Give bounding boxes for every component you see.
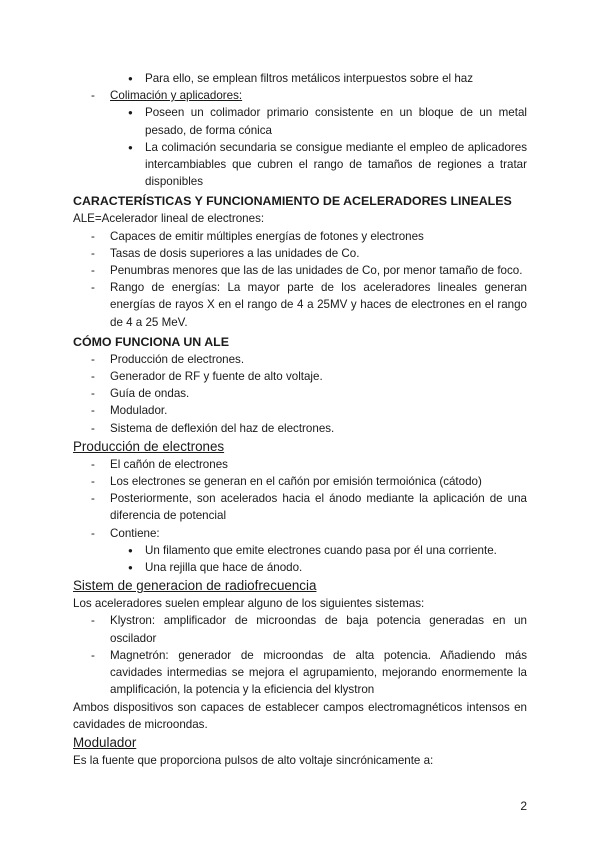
list-item [73,87,527,104]
list-item: - Contiene: [73,525,527,542]
list-item: - Penumbras menores que las de las unidades de Co, por menor tamaño de foco. [73,262,527,279]
list-item: ● Un filamento que emite electrones cuando pasa por él una corriente. [73,542,527,559]
subsection-heading: Producción de electrones [73,438,225,454]
document-page [73,70,527,769]
paragraph: Es la fuente que proporciona pulsos de alto voltaje sincrónicamente a: [73,753,434,767]
list-item: - Capaces de emitir múltiples energías de fotones y electrones [73,228,527,245]
subsection-heading: Sistem de generacion de radiofrecuencia [73,578,317,594]
paragraph: ALE=Acelerador lineal de electrones: [73,212,265,226]
list-item: - Modulador. [73,402,527,419]
list-item: - Guía de ondas. [73,385,527,402]
list-item: ● Para ello, se emplean filtros metálicos interpuestos sobre el haz [73,70,527,87]
collimation-label: Colimación y aplicadores: [110,89,243,103]
page-number: 2 [520,799,527,813]
subsection-heading: Modulador [73,734,137,750]
paragraph: Los aceleradores suelen emplear alguno de los siguientes sistemas: [73,597,425,611]
list-item: - El cañón de electrones [73,456,527,473]
list-item: - Tasas de dosis superiores a las unidades de Co. [73,245,527,262]
list-item: ● La colimación secundaria se consigue mediante el empleo de aplicadores intercambiables que cubren el rango de tamaños de regiones a tratar disponibles [73,139,527,191]
list-item: - Sistema de deflexión del haz de electrones. [73,420,527,437]
list-item: - Producción de electrones. [73,351,527,368]
list-item: - Posteriormente, son acelerados hacia el ánodo mediante la aplicación de una diferencia de potencial [73,490,527,524]
paragraph: Ambos dispositivos son capaces de establecer campos electromagnéticos intensos en cavidades de microondas. [73,700,527,731]
list-item: - Generador de RF y fuente de alto voltaje. [73,368,527,385]
list-item: - Klystron: amplificador de microondas de baja potencia generadas en un oscilador [73,612,527,646]
section-heading: CÓMO FUNCIONA UN ALE [73,334,230,349]
list-item: - Rango de energías: La mayor parte de los aceleradores lineales generan energías de rayos X en el rango de 4 a 25MV y haces de electrones en el rango de 4 a 25 MeV. [73,279,527,331]
list-item: - Los electrones se generan en el cañón por emisión termoiónica (cátodo) [73,473,527,490]
list-item: ● Poseen un colimador primario consistente en un bloque de un metal pesado, de forma cónica [73,104,527,138]
section-heading: CARACTERÍSTICAS Y FUNCIONAMIENTO DE ACELERADORES LINEALES [73,194,512,209]
list-item: ● Una rejilla que hace de ánodo. [73,559,527,576]
list-item: - Magnetrón: generador de microondas de alta potencia. Añadiendo más cavidades intermedias se mejora el agrupamiento, mejorando enormemente la amplificación, la potencia y la eficiencia del klystron [73,647,527,699]
